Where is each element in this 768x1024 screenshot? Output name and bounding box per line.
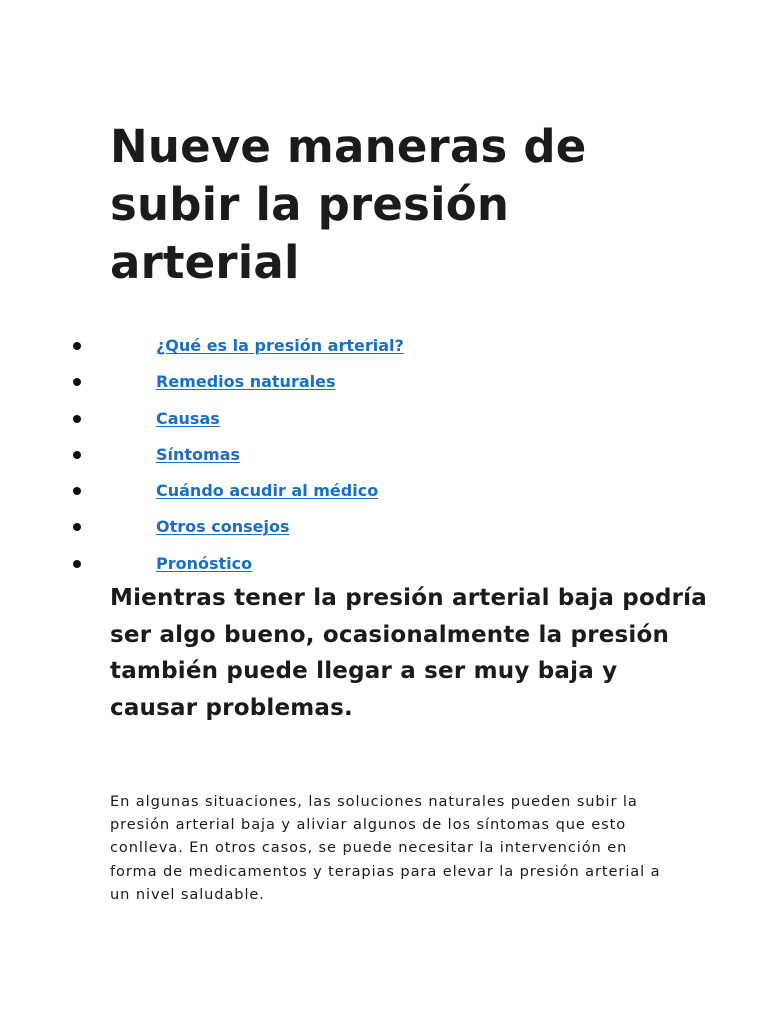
toc-item-other-tips — [0, 515, 768, 551]
bullet-icon — [73, 451, 81, 459]
toc-link-causes[interactable]: Causas — [156, 408, 220, 428]
toc-item-symptoms — [0, 443, 768, 479]
toc-item-see-doctor — [0, 479, 768, 515]
lead-paragraph: Mientras tener la presión arterial baja podría ser algo bueno, ocasionalmente la presión también puede llegar a ser muy baja y causar problemas. — [110, 585, 707, 721]
bullet-icon — [73, 560, 81, 568]
toc-link-natural-remedies[interactable]: Remedios naturales — [156, 372, 336, 392]
toc-link-symptoms[interactable]: Síntomas — [156, 444, 241, 464]
table-of-contents — [0, 334, 768, 588]
bullet-icon — [73, 378, 81, 386]
toc-item-natural-remedies — [0, 370, 768, 406]
toc-link-prognosis[interactable]: Pronóstico — [156, 553, 253, 573]
bullet-icon — [73, 415, 81, 423]
toc-link-what-is[interactable]: ¿Qué es la presión arterial? — [156, 336, 404, 355]
bullet-icon — [73, 523, 81, 531]
toc-link-see-doctor[interactable]: Cuándo acudir al médico — [156, 481, 379, 501]
bullet-icon — [73, 342, 81, 350]
body-paragraph: En algunas situaciones, las soluciones naturales pueden subir la presión arterial baja y aliviar algunos de los síntomas que esto conlleva. En otros casos, se puede necesitar la intervención en forma de medicamentos y terapias para elevar la presión arterial a un nivel saludable. — [110, 793, 661, 903]
toc-item-causes — [0, 407, 768, 443]
toc-link-other-tips[interactable]: Otros consejos — [156, 517, 290, 537]
bullet-icon — [73, 487, 81, 495]
toc-item-what-is — [0, 334, 768, 370]
page-title: Nueve maneras de subir la presión arterial — [110, 120, 587, 289]
